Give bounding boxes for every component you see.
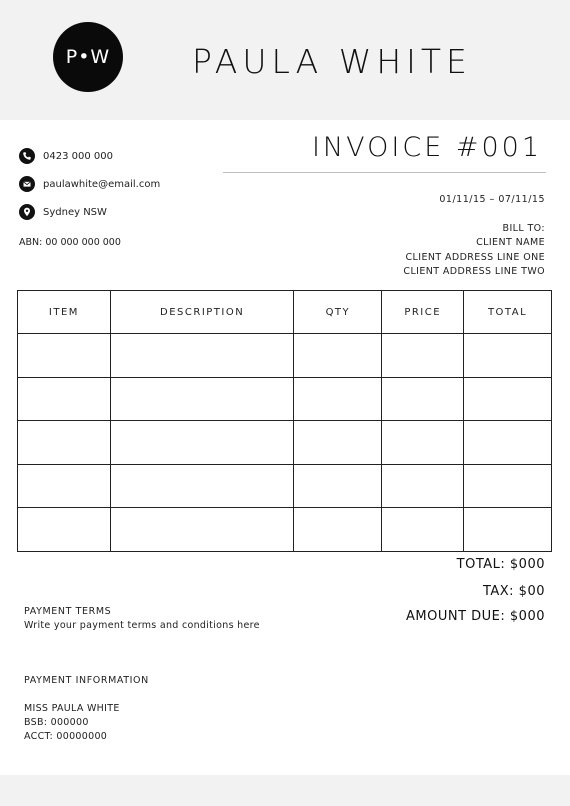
- table-cell: [18, 508, 111, 552]
- column-header-qty: QTY: [294, 291, 382, 334]
- bsb-number: BSB: 000000: [24, 717, 89, 728]
- table-cell: [294, 508, 382, 552]
- table-cell: [110, 421, 294, 465]
- footer-band: [0, 775, 570, 806]
- table-cell: [18, 464, 111, 508]
- table-row: [18, 464, 552, 508]
- client-name: CLIENT NAME: [476, 237, 545, 249]
- account-name: MISS PAULA WHITE: [24, 703, 120, 714]
- tax-amount: TAX: $00: [482, 584, 545, 599]
- table-cell: [294, 334, 382, 378]
- amount-due: AMOUNT DUE: $000: [406, 609, 545, 624]
- table-cell: [110, 377, 294, 421]
- payment-terms-label: PAYMENT TERMS: [24, 606, 112, 617]
- table-cell: [464, 508, 552, 552]
- phone-icon: [19, 148, 35, 164]
- invoice-title: INVOICE #001: [311, 132, 542, 163]
- table-cell: [382, 377, 464, 421]
- table-cell: [464, 334, 552, 378]
- account-number: ACCT: 00000000: [24, 731, 108, 742]
- email-address: paulawhite@email.com: [43, 178, 161, 190]
- location-pin-icon: [19, 204, 35, 220]
- invoice-items-table: [17, 290, 552, 552]
- table-row: [18, 334, 552, 378]
- contact-email: [19, 175, 160, 193]
- table-cell: [110, 464, 294, 508]
- table-cell: [110, 334, 294, 378]
- table-cell: [110, 508, 294, 552]
- invoice-date-range: 01/11/15 – 07/11/15: [439, 194, 545, 205]
- table-cell: [382, 334, 464, 378]
- total-amount: TOTAL: $000: [456, 557, 545, 572]
- logo-monogram: [53, 22, 123, 92]
- payment-terms-text: Write your payment terms and conditions here: [24, 620, 260, 631]
- table-cell: [18, 377, 111, 421]
- title-divider: [223, 172, 546, 173]
- abn-number: ABN: 00 000 000 000: [19, 237, 121, 248]
- table-cell: [18, 421, 111, 465]
- table-cell: [464, 421, 552, 465]
- payment-information-label: PAYMENT INFORMATION: [24, 675, 149, 686]
- logo-text: P•W: [65, 46, 111, 68]
- bill-to-label: BILL TO:: [502, 223, 545, 234]
- column-header-price: PRICE: [382, 291, 464, 334]
- business-name: PAULA WHITE: [192, 42, 472, 81]
- table-row: [18, 377, 552, 421]
- location-text: Sydney NSW: [43, 206, 107, 218]
- column-header-total: TOTAL: [464, 291, 552, 334]
- bill-to-block: [403, 222, 545, 279]
- table-cell: [382, 421, 464, 465]
- client-address-line-one: CLIENT ADDRESS LINE ONE: [405, 251, 545, 263]
- table-cell: [464, 377, 552, 421]
- mail-icon: [19, 176, 35, 192]
- table-cell: [18, 334, 111, 378]
- client-address-line-two: CLIENT ADDRESS LINE TWO: [403, 265, 545, 277]
- table-cell: [294, 421, 382, 465]
- table-row: [18, 508, 552, 552]
- contact-location: [19, 203, 107, 221]
- table-cell: [294, 464, 382, 508]
- table-cell: [464, 464, 552, 508]
- table-cell: [382, 464, 464, 508]
- column-header-description: DESCRIPTION: [110, 291, 294, 334]
- contact-phone: [19, 147, 113, 165]
- table-header-row: [18, 291, 552, 334]
- table-row: [18, 421, 552, 465]
- table-cell: [294, 377, 382, 421]
- column-header-item: ITEM: [18, 291, 111, 334]
- table-cell: [382, 508, 464, 552]
- phone-number: 0423 000 000: [43, 150, 113, 162]
